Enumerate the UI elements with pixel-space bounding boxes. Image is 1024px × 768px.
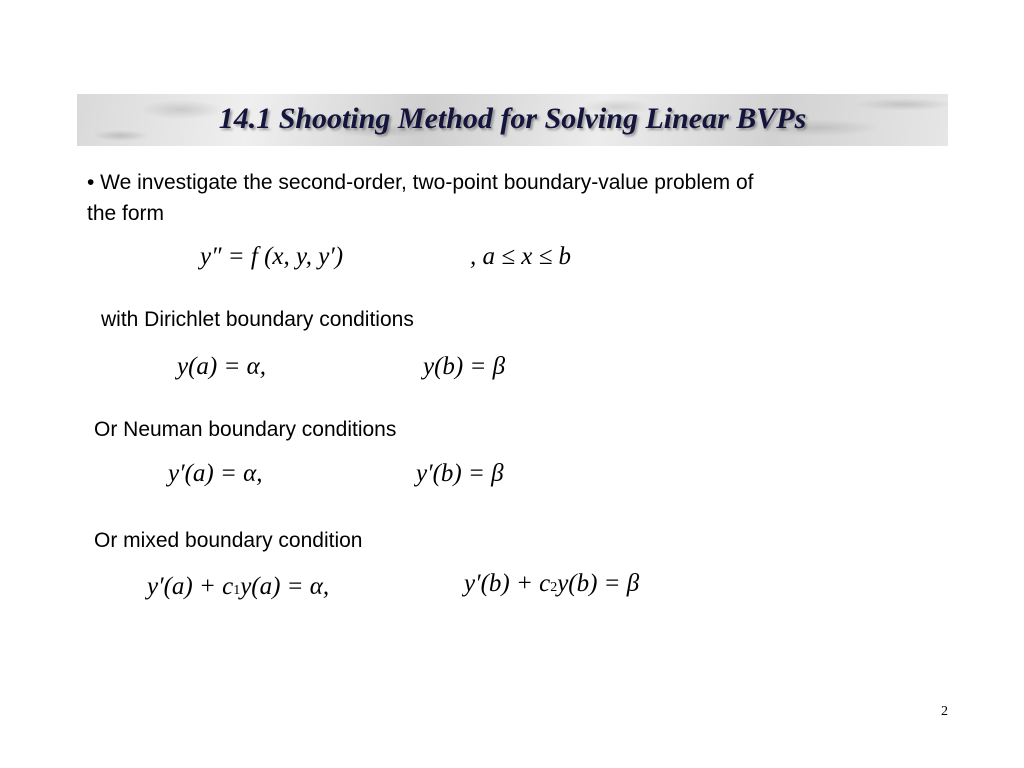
mixed-label: Or mixed boundary condition: [94, 529, 363, 552]
dirichlet-condition-b-text: y(b) = β: [423, 353, 506, 380]
mixed-condition-b-part1: y′(b) + c: [464, 570, 551, 597]
title-banner: [77, 94, 948, 146]
mixed-condition-a: [147, 573, 329, 601]
mixed-condition-b-part2: y(b) = β: [557, 570, 640, 597]
dirichlet-condition-b: [423, 353, 505, 381]
neuman-condition-a-text: y′(a) = α,: [168, 460, 263, 487]
dirichlet-condition-a: [177, 353, 266, 381]
neuman-condition-b-text: y′(b) = β: [416, 460, 504, 487]
mixed-condition-b: [464, 570, 639, 598]
neuman-condition-b: [416, 460, 504, 488]
neuman-label: Or Neuman boundary conditions: [94, 418, 397, 441]
dirichlet-label: with Dirichlet boundary conditions: [101, 308, 414, 331]
mixed-condition-a-part1: y′(a) + c: [147, 573, 234, 600]
page-number: 2: [941, 704, 948, 719]
equation-domain-text: , a ≤ x ≤ b: [470, 243, 572, 270]
equation-domain: [470, 243, 571, 271]
intro-text-line2: the form: [87, 202, 165, 225]
neuman-condition-a: [168, 460, 262, 488]
dirichlet-condition-a-text: y(a) = α,: [177, 353, 266, 380]
intro-text-line1: • We investigate the second-order, two-point boundary-value problem of: [87, 171, 754, 194]
equation-ode: [200, 243, 343, 271]
slide-title: 14.1 Shooting Method for Solving Linear BVPs: [218, 102, 807, 135]
equation-ode-lhs: y″ = f (x, y, y′): [200, 243, 344, 270]
mixed-condition-b-subscript: 2: [550, 580, 558, 595]
mixed-condition-a-part2: y(a) = α,: [240, 573, 330, 600]
mixed-condition-a-subscript: 1: [233, 583, 241, 598]
